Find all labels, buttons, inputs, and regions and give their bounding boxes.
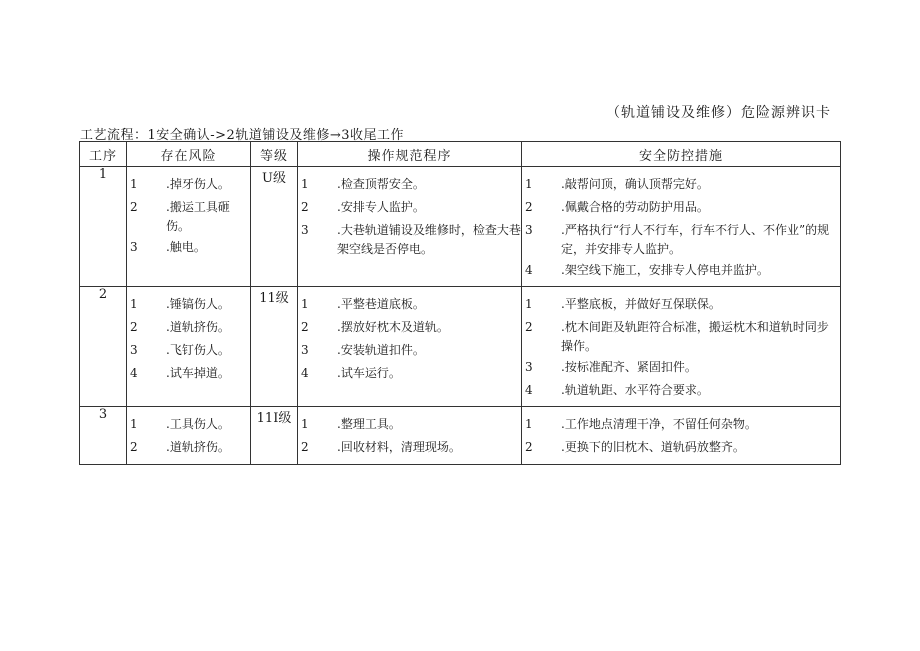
risk-item: [127, 339, 250, 362]
measure-item: [522, 196, 840, 219]
procedure-item: [298, 219, 521, 259]
risk-item: [127, 362, 250, 385]
measure-item-text: .枕木间距及轨距符合标准，搬运枕木和道轨时同步操作。: [561, 320, 829, 353]
measure-item-number: 2: [525, 320, 533, 334]
procedure-item-number: 1: [301, 297, 309, 311]
risk-item-text: .飞钉伤人。: [166, 343, 230, 357]
risk-item-number: 2: [130, 440, 138, 454]
risk-item-number: 3: [130, 343, 138, 357]
procedure-item: [298, 316, 521, 339]
measure-item: [522, 293, 840, 316]
risk-item-text: .掉牙伤人。: [166, 177, 230, 191]
measure-item: [522, 413, 840, 436]
table-row: [80, 167, 841, 287]
procedure-item-number: 1: [301, 417, 309, 431]
measure-item: [522, 219, 840, 259]
measure-cell: [522, 167, 841, 287]
measure-item-text: .更换下的旧枕木、道轨码放整齐。: [561, 440, 745, 454]
risk-cell: [127, 407, 251, 465]
header-step: 工序: [80, 142, 127, 167]
measure-item-text: .工作地点清理干净，不留任何杂物。: [561, 417, 757, 431]
risk-item-number: 3: [130, 240, 138, 254]
risk-item: [127, 316, 250, 339]
risk-level: U级: [251, 167, 298, 287]
procedure-item: [298, 196, 521, 219]
procedure-item-number: 3: [301, 223, 309, 237]
procedure-item-number: 2: [301, 200, 309, 214]
measure-item-text: .架空线下施工，安排专人停电并监护。: [561, 263, 769, 277]
risk-item-number: 1: [130, 417, 138, 431]
risk-item-text: .道轨挤伤。: [166, 320, 230, 334]
measure-item: [522, 379, 840, 402]
procedure-cell: [298, 287, 522, 407]
procedure-item-number: 1: [301, 177, 309, 191]
measure-item-number: 4: [525, 263, 533, 277]
measure-item: [522, 436, 840, 459]
procedure-item: [298, 293, 521, 316]
header-risk: 存在风险: [127, 142, 251, 167]
risk-item: [127, 436, 250, 459]
measure-item: [522, 316, 840, 356]
procedure-item-number: 3: [301, 343, 309, 357]
risk-item: [127, 293, 250, 316]
hazard-table: [79, 141, 841, 465]
risk-cell: [127, 167, 251, 287]
risk-item-text: .触电。: [166, 240, 206, 254]
risk-item-number: 2: [130, 200, 138, 214]
measure-item-text: .按标准配齐、紧固扣件。: [561, 360, 697, 374]
procedure-item-number: 4: [301, 366, 309, 380]
procedure-item-text: .整理工具。: [337, 417, 401, 431]
measure-item-number: 3: [525, 360, 533, 374]
procedure-item-text: .安装轨道扣件。: [337, 343, 425, 357]
risk-level: 11级: [251, 287, 298, 407]
process-flow: 工艺流程：1安全确认->2轨道铺设及维修→3收尾工作: [80, 128, 404, 143]
procedure-item-text: .安排专人监护。: [337, 200, 425, 214]
procedure-item-text: .检查顶帮安全。: [337, 177, 425, 191]
measure-item-number: 2: [525, 440, 533, 454]
step-number: 3: [80, 407, 127, 465]
procedure-item-text: .摆放好枕木及道轨。: [337, 320, 449, 334]
measure-item-text: .平整底板，并做好互保联保。: [561, 297, 721, 311]
measure-item-number: 1: [525, 417, 533, 431]
measure-item: [522, 356, 840, 379]
measure-item-number: 2: [525, 200, 533, 214]
measure-item-text: .佩戴合格的劳动防护用品。: [561, 200, 709, 214]
risk-item: [127, 236, 250, 259]
header-measures: 安全防控措施: [522, 142, 841, 167]
step-number: 1: [80, 167, 127, 287]
procedure-item: [298, 339, 521, 362]
procedure-cell: [298, 407, 522, 465]
procedure-item: [298, 413, 521, 436]
measure-item-number: 3: [525, 223, 533, 237]
table-row: [80, 287, 841, 407]
risk-item-text: .锤镐伤人。: [166, 297, 230, 311]
measure-item: [522, 259, 840, 282]
measure-item: [522, 173, 840, 196]
risk-item: [127, 413, 250, 436]
risk-item-number: 4: [130, 366, 138, 380]
procedure-item-number: 2: [301, 320, 309, 334]
risk-item-text: .工具伤人。: [166, 417, 230, 431]
procedure-item-text: .试车运行。: [337, 366, 401, 380]
procedure-item-number: 2: [301, 440, 309, 454]
risk-level: 11I级: [251, 407, 298, 465]
measure-item-text: .轨道轨距、水平符合要求。: [561, 383, 709, 397]
measure-item-number: 1: [525, 177, 533, 191]
risk-item-text: .搬运工具砸伤。: [166, 200, 230, 233]
procedure-item-text: .回收材料，清理现场。: [337, 440, 461, 454]
risk-item-text: .试车掉道。: [166, 366, 230, 380]
risk-item: [127, 173, 250, 196]
header-level: 等级: [251, 142, 298, 167]
measure-item-text: .敲帮问顶，确认顶帮完好。: [561, 177, 709, 191]
risk-cell: [127, 287, 251, 407]
measure-cell: [522, 287, 841, 407]
header-procedure: 操作规范程序: [298, 142, 522, 167]
procedure-item-text: .平整巷道底板。: [337, 297, 425, 311]
table-header-row: [80, 142, 841, 167]
step-number: 2: [80, 287, 127, 407]
procedure-cell: [298, 167, 522, 287]
table-row: [80, 407, 841, 465]
risk-item-number: 2: [130, 320, 138, 334]
risk-item-number: 1: [130, 177, 138, 191]
procedure-item: [298, 173, 521, 196]
procedure-item-text: .大巷轨道铺设及维修时，检查大巷架空线是否停电。: [337, 223, 521, 256]
measure-item-text: .严格执行“行人不行车，行车不行人、不作业”的规定，并安排专人监护。: [561, 223, 830, 256]
procedure-item: [298, 436, 521, 459]
procedure-item: [298, 362, 521, 385]
page-title: （轨道铺设及维修）危险源辨识卡: [606, 105, 831, 121]
risk-item: [127, 196, 250, 236]
measure-cell: [522, 407, 841, 465]
measure-item-number: 4: [525, 383, 533, 397]
risk-item-number: 1: [130, 297, 138, 311]
measure-item-number: 1: [525, 297, 533, 311]
risk-item-text: .道轨挤伤。: [166, 440, 230, 454]
